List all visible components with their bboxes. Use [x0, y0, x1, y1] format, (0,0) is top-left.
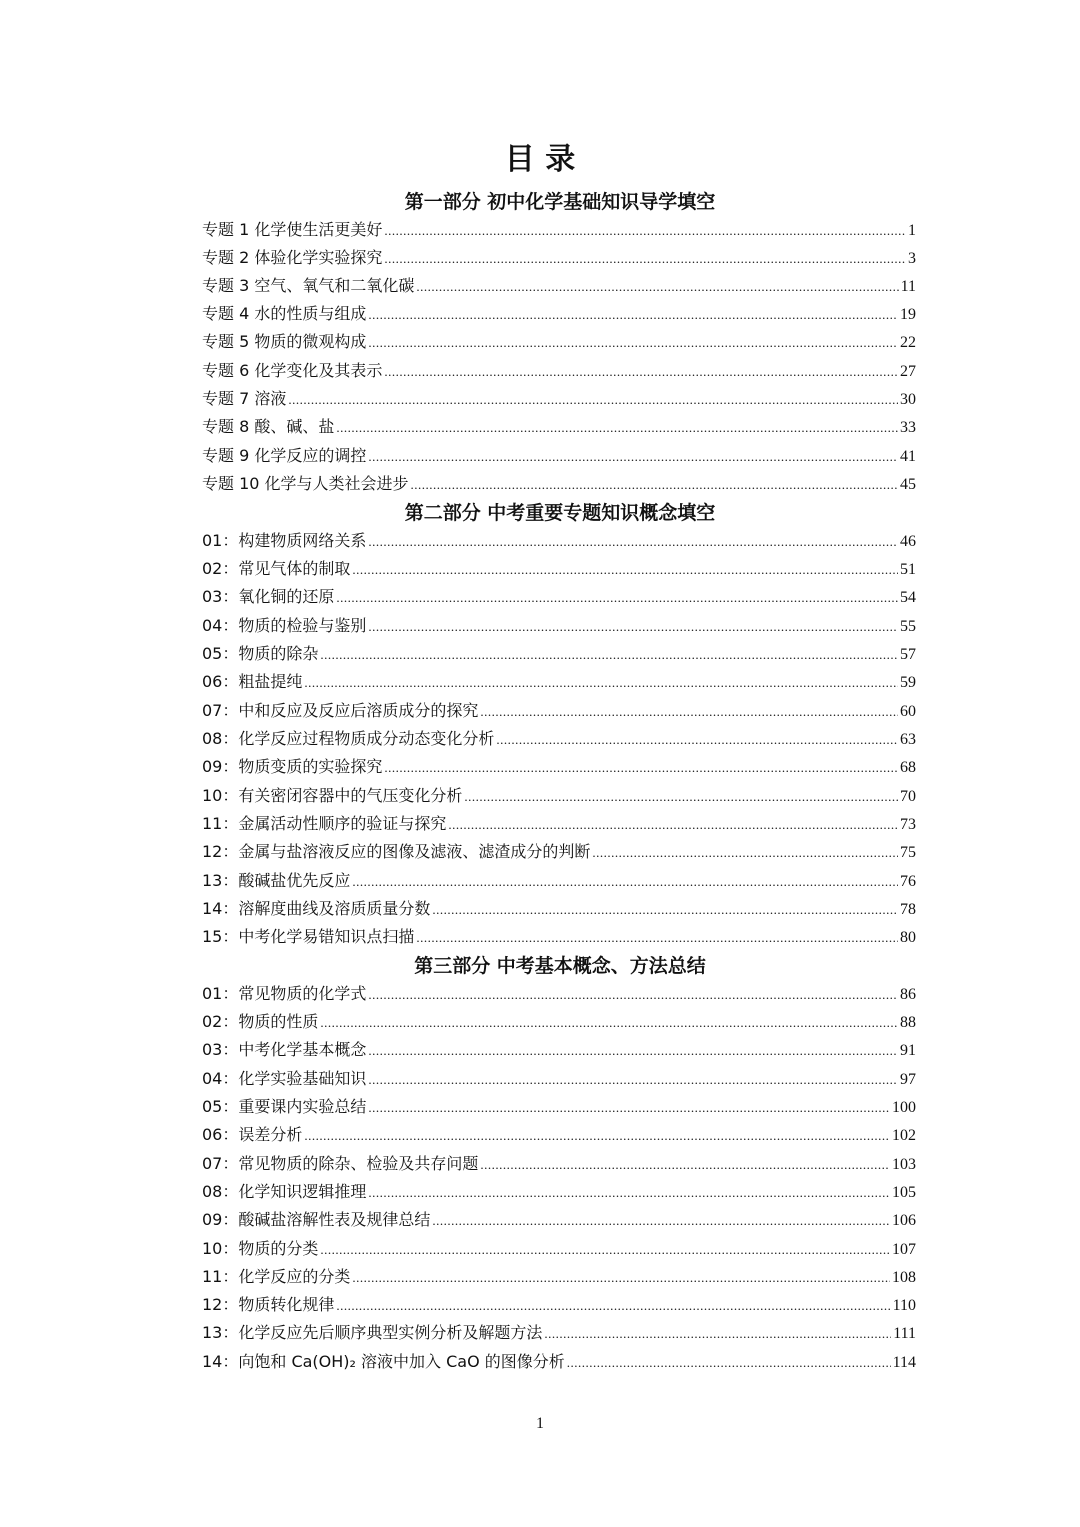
toc-label: 专题 10 化学与人类社会进步: [202, 474, 409, 493]
toc-page: 75: [900, 844, 916, 861]
toc-entry[interactable]: [202, 583, 916, 611]
toc-label: 01：构建物质网络关系: [202, 531, 367, 550]
toc-label: 09：酸碱盐溶解性表及规律总结: [202, 1210, 431, 1229]
toc-page: 100: [892, 1099, 916, 1116]
toc-entry[interactable]: [202, 300, 916, 328]
toc-label: 09：物质变质的实验探究: [202, 757, 383, 776]
toc-page: 55: [900, 618, 916, 635]
leader-dots: [304, 1122, 890, 1150]
leader-dots: [320, 1236, 890, 1264]
leader-dots: [384, 217, 906, 245]
toc-page: 68: [900, 759, 916, 776]
leader-dots: [567, 1349, 891, 1377]
toc-page: 105: [892, 1184, 916, 1201]
toc-entry[interactable]: [202, 470, 916, 498]
toc-page: 73: [900, 816, 916, 833]
toc-label: 05：重要课内实验总结: [202, 1097, 367, 1116]
leader-dots: [416, 924, 898, 952]
toc-page: 111: [893, 1325, 916, 1342]
toc-page: 88: [900, 1014, 916, 1031]
toc-entry[interactable]: [202, 838, 916, 866]
toc-label: 02：常见气体的制取: [202, 559, 351, 578]
leader-dots: [480, 698, 898, 726]
leader-dots: [448, 811, 898, 839]
leader-dots: [368, 301, 898, 329]
toc-label: 03：氧化铜的还原: [202, 587, 335, 606]
leader-dots: [320, 1009, 898, 1037]
leader-dots: [464, 783, 898, 811]
toc-label: 11：化学反应的分类: [202, 1267, 351, 1286]
leader-dots: [416, 273, 898, 301]
toc-entry[interactable]: [202, 244, 916, 272]
toc-page: 3: [908, 250, 916, 267]
toc-page: 51: [900, 561, 916, 578]
toc-label: 专题 2 体验化学实验探究: [202, 248, 383, 267]
toc-entry[interactable]: [202, 668, 916, 696]
leader-dots: [352, 1264, 890, 1292]
toc-entry[interactable]: [202, 923, 916, 951]
leader-dots: [288, 386, 898, 414]
toc-entry[interactable]: [202, 1178, 916, 1206]
toc-entry[interactable]: [202, 527, 916, 555]
toc-page: 41: [900, 448, 916, 465]
toc-page: 63: [900, 731, 916, 748]
toc-label: 06：粗盐提纯: [202, 672, 303, 691]
toc-entry[interactable]: [202, 1121, 916, 1149]
toc-page: 11: [900, 278, 916, 295]
toc-entry[interactable]: [202, 216, 916, 244]
leader-dots: [368, 1179, 890, 1207]
leader-dots: [432, 896, 898, 924]
toc-page: 57: [900, 646, 916, 663]
toc-label: 07：中和反应及反应后溶质成分的探究: [202, 701, 479, 720]
toc-entry[interactable]: [202, 1235, 916, 1263]
toc-entry[interactable]: [202, 1206, 916, 1234]
toc-label: 13：酸碱盐优先反应: [202, 871, 351, 890]
leader-dots: [368, 443, 898, 471]
toc-label: 12：金属与盐溶液反应的图像及滤液、滤渣成分的判断: [202, 842, 591, 861]
toc-label: 06：误差分析: [202, 1125, 303, 1144]
toc-label: 专题 3 空气、氧气和二氧化碳: [202, 276, 415, 295]
leader-dots: [368, 1066, 898, 1094]
toc-label: 专题 1 化学使生活更美好: [202, 220, 383, 239]
toc-label: 专题 7 溶液: [202, 389, 287, 408]
toc-entry[interactable]: [202, 1093, 916, 1121]
toc-entry[interactable]: [202, 555, 916, 583]
toc-label: 专题 4 水的性质与组成: [202, 304, 367, 323]
toc-label: 02：物质的性质: [202, 1012, 319, 1031]
toc-label: 专题 5 物质的微观构成: [202, 332, 367, 351]
toc-entry[interactable]: [202, 725, 916, 753]
toc-label: 07：常见物质的除杂、检验及共存问题: [202, 1154, 479, 1173]
leader-dots: [368, 329, 898, 357]
toc-entry[interactable]: [202, 867, 916, 895]
toc-entry[interactable]: [202, 1263, 916, 1291]
toc-page: 76: [900, 873, 916, 890]
toc-page: 30: [900, 391, 916, 408]
toc-entry[interactable]: [202, 328, 916, 356]
toc-entry[interactable]: [202, 980, 916, 1008]
leader-dots: [336, 414, 898, 442]
toc-entry[interactable]: [202, 385, 916, 413]
toc-page: 78: [900, 901, 916, 918]
toc-page: 22: [900, 334, 916, 351]
leader-dots: [368, 528, 898, 556]
leader-dots: [304, 669, 898, 697]
leader-dots: [384, 358, 898, 386]
toc-entry[interactable]: [202, 612, 916, 640]
toc-page: 86: [900, 986, 916, 1003]
toc-page: 1: [908, 222, 916, 239]
toc-label: 14：向饱和 Ca(OH)₂ 溶液中加入 CaO 的图像分析: [202, 1352, 565, 1371]
toc-entry[interactable]: [202, 895, 916, 923]
toc-entry[interactable]: [202, 1065, 916, 1093]
toc-label: 12：物质转化规律: [202, 1295, 335, 1314]
leader-dots: [368, 981, 898, 1009]
toc-page: 103: [892, 1156, 916, 1173]
page-number: 1: [536, 1415, 544, 1432]
leader-dots: [368, 1037, 898, 1065]
toc-label: 11：金属活动性顺序的验证与探究: [202, 814, 447, 833]
toc-label: 04：物质的检验与鉴别: [202, 616, 367, 635]
toc-entry[interactable]: [202, 697, 916, 725]
toc-entry[interactable]: [202, 782, 916, 810]
toc-entry[interactable]: [202, 1008, 916, 1036]
toc-page: 45: [900, 476, 916, 493]
toc-entry[interactable]: [202, 1348, 916, 1376]
toc-label: 03：中考化学基本概念: [202, 1040, 367, 1059]
toc-entry[interactable]: [202, 272, 916, 300]
toc-entry[interactable]: [202, 810, 916, 838]
toc-page: 91: [900, 1042, 916, 1059]
leader-dots: [368, 1094, 890, 1122]
toc-page: 108: [892, 1269, 916, 1286]
leader-dots: [384, 754, 898, 782]
page-title: 目 录: [504, 142, 576, 177]
toc-label: 专题 9 化学反应的调控: [202, 446, 367, 465]
toc-label: 15：中考化学易错知识点扫描: [202, 927, 415, 946]
toc-label: 08：化学反应过程物质成分动态变化分析: [202, 729, 495, 748]
toc-page: 110: [892, 1297, 916, 1314]
toc-page: 80: [900, 929, 916, 946]
toc-label: 10：有关密闭容器中的气压变化分析: [202, 786, 463, 805]
section-heading: 第三部分 中考基本概念、方法总结: [414, 955, 706, 977]
toc-label: 08：化学知识逻辑推理: [202, 1182, 367, 1201]
toc-page: 70: [900, 788, 916, 805]
toc-label: 04：化学实验基础知识: [202, 1069, 367, 1088]
toc-page: 46: [900, 533, 916, 550]
leader-dots: [320, 641, 898, 669]
toc-page: 97: [900, 1071, 916, 1088]
toc-page: 60: [900, 703, 916, 720]
toc-entry[interactable]: [202, 753, 916, 781]
toc-label: 10：物质的分类: [202, 1239, 319, 1258]
leader-dots: [544, 1320, 891, 1348]
toc-page: 102: [892, 1127, 916, 1144]
toc-label: 05：物质的除杂: [202, 644, 319, 663]
leader-dots: [592, 839, 898, 867]
toc-entry[interactable]: [202, 1150, 916, 1178]
section-heading: 第一部分 初中化学基础知识导学填空: [404, 191, 716, 213]
leader-dots: [496, 726, 898, 754]
toc-label: 14：溶解度曲线及溶质质量分数: [202, 899, 431, 918]
leader-dots: [336, 1292, 890, 1320]
leader-dots: [432, 1207, 890, 1235]
section-heading: 第二部分 中考重要专题知识概念填空: [404, 502, 716, 524]
toc-entry[interactable]: [202, 442, 916, 470]
toc-entry[interactable]: [202, 413, 916, 441]
leader-dots: [352, 868, 898, 896]
toc-page: 33: [900, 419, 916, 436]
toc-page: 54: [900, 589, 916, 606]
toc-entry[interactable]: [202, 1319, 916, 1347]
leader-dots: [480, 1151, 890, 1179]
toc-entry[interactable]: [202, 357, 916, 385]
toc-page: 107: [892, 1241, 916, 1258]
toc-entry[interactable]: [202, 640, 916, 668]
toc-page: 106: [892, 1212, 916, 1229]
toc-label: 专题 6 化学变化及其表示: [202, 361, 383, 380]
toc-page: 59: [900, 674, 916, 691]
leader-dots: [336, 584, 898, 612]
leader-dots: [384, 245, 906, 273]
leader-dots: [368, 613, 898, 641]
toc-page: 114: [892, 1354, 916, 1371]
toc-page: 19: [900, 306, 916, 323]
leader-dots: [352, 556, 898, 584]
toc-entry[interactable]: [202, 1036, 916, 1064]
toc-page: 27: [900, 363, 916, 380]
leader-dots: [411, 471, 898, 499]
toc-entry[interactable]: [202, 1291, 916, 1319]
toc-label: 01：常见物质的化学式: [202, 984, 367, 1003]
toc-label: 13：化学反应先后顺序典型实例分析及解题方法: [202, 1323, 543, 1342]
toc-label: 专题 8 酸、碱、盐: [202, 417, 335, 436]
